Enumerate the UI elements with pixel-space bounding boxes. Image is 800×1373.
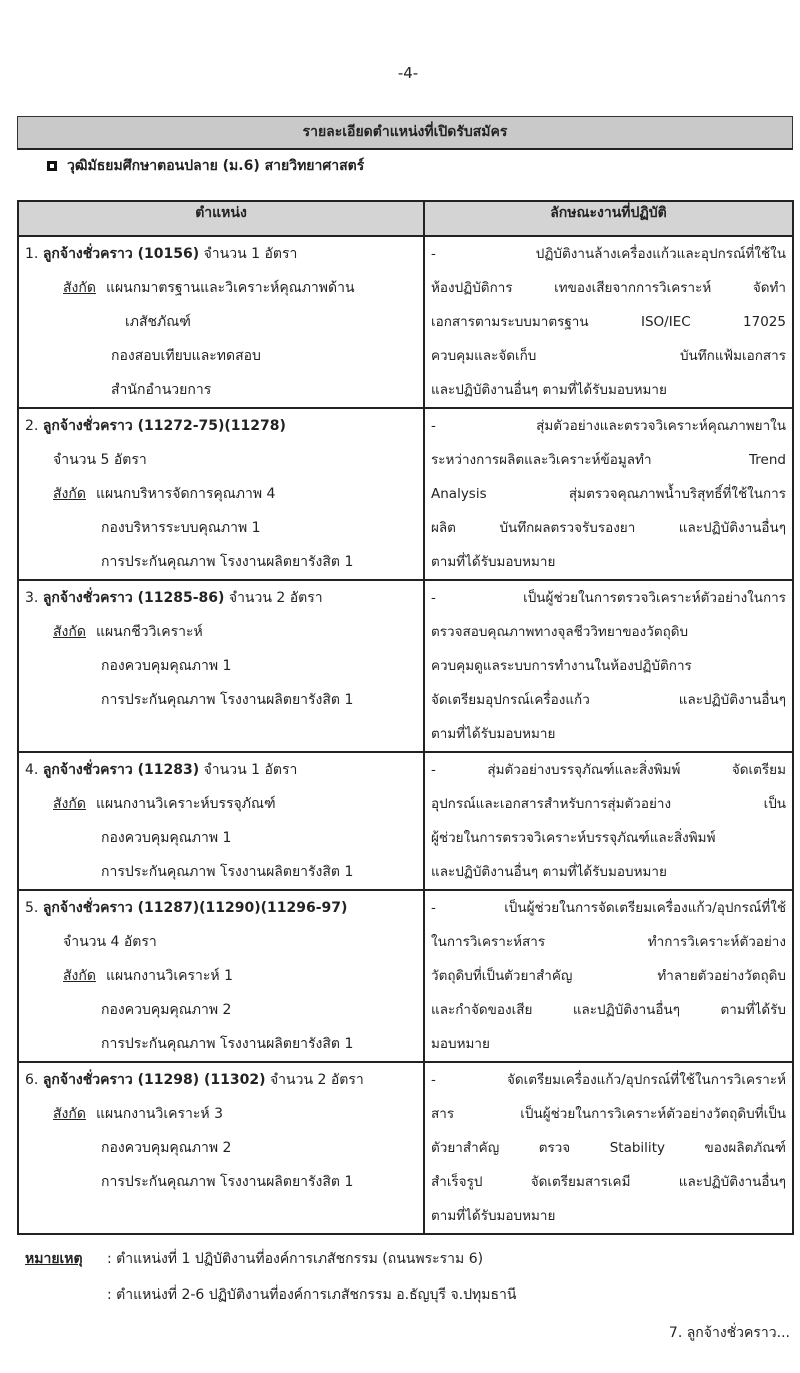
affiliation-line: กองควบคุมคุณภาพ 1 [101, 658, 232, 674]
table-row [18, 1062, 793, 1234]
position-title: ลูกจ้างชั่วคราว (11283) [42, 762, 200, 778]
duty-line: และปฏิบัติงานอื่นๆ ตามที่ได้รับมอบหมาย [431, 864, 667, 880]
affiliation-line: สำนักอำนวยการ [111, 382, 212, 398]
duty-line: ตามที่ได้รับมอบหมาย [431, 1208, 556, 1224]
affiliation-line: การประกันคุณภาพ โรงงานผลิตยารังสิต 1 [101, 692, 354, 708]
table-row [18, 752, 793, 890]
position-number: 4. [25, 762, 39, 778]
position-title: ลูกจ้างชั่วคราว (11285-86) [42, 590, 225, 606]
page-number: -4- [397, 64, 419, 82]
positions-table [17, 200, 794, 1235]
position-title: ลูกจ้างชั่วคราว (11298) (11302) [42, 1072, 266, 1088]
position-title-line [25, 1063, 417, 1097]
affiliation-line: กองควบคุมคุณภาพ 1 [101, 830, 232, 846]
position-cell [18, 1062, 424, 1234]
duty-line: ระหว่างการผลิตและวิเคราะห์ข้อมูลทำ Trend [431, 452, 786, 468]
affiliation-text: แผนกชีววิเคราะห์ [95, 624, 203, 640]
duties-cell [424, 580, 793, 752]
position-count-line: จำนวน 4 อัตรา [63, 934, 157, 950]
duty-line: - จัดเตรียมเครื่องแก้ว/อุปกรณ์ที่ใช้ในการวิเคราะห์ [431, 1072, 786, 1088]
table-row [18, 580, 793, 752]
position-count: จำนวน 2 อัตรา [265, 1072, 364, 1088]
duty-line: สาร เป็นผู้ช่วยในการวิเคราะห์ตัวอย่างวัตถุดิบที่เป็น [431, 1106, 786, 1122]
affiliation-line: กองบริหารระบบคุณภาพ 1 [101, 520, 261, 536]
position-count-line: จำนวน 5 อัตรา [53, 452, 147, 468]
affiliation-line: กองควบคุมคุณภาพ 2 [101, 1002, 232, 1018]
duties-cell [424, 890, 793, 1062]
affiliation-label: สังกัด [63, 968, 96, 984]
table-row [18, 890, 793, 1062]
duty-line: ควบคุมและจัดเก็บ บันทึกแฟ้มเอกสาร [431, 348, 786, 364]
duty-line: - สุ่มตัวอย่างและตรวจวิเคราะห์คุณภาพยาใน [431, 418, 786, 434]
position-title-line [25, 891, 417, 925]
affiliation-label: สังกัด [53, 1106, 86, 1122]
position-title-line [25, 753, 417, 787]
position-number: 5. [25, 900, 39, 916]
duties-cell [424, 752, 793, 890]
note-label: หมายเหตุ [25, 1251, 83, 1267]
duty-line: - เป็นผู้ช่วยในการจัดเตรียมเครื่องแก้ว/อุปกรณ์ที่ใช้ [431, 900, 786, 916]
duty-line: ผลิต บันทึกผลตรวจรับรองยา และปฏิบัติงานอื่นๆ [431, 520, 786, 536]
continued-text: 7. ลูกจ้างชั่วคราว... [668, 1325, 790, 1341]
duty-line: ตรวจสอบคุณภาพทางจุลชีววิทยาของวัตถุดิบ [431, 624, 689, 640]
position-cell [18, 408, 424, 580]
affiliation-text: แผนกงานวิเคราะห์บรรจุภัณฑ์ [95, 796, 276, 812]
affiliation-text: แผนกบริหารจัดการคุณภาพ 4 [95, 486, 276, 502]
affiliation-line [25, 477, 417, 511]
duty-line: และปฏิบัติงานอื่นๆ ตามที่ได้รับมอบหมาย [431, 382, 667, 398]
affiliation-line: เภสัชภัณฑ์ [125, 314, 191, 330]
affiliation-line: กองควบคุมคุณภาพ 2 [101, 1140, 232, 1156]
duty-line: - เป็นผู้ช่วยในการตรวจวิเคราะห์ตัวอย่างในการ [431, 590, 786, 606]
duty-line: - ปฏิบัติงานล้างเครื่องแก้วและอุปกรณ์ที่ใช้ใน [431, 246, 786, 262]
duty-line: เอกสารตามระบบมาตรฐาน ISO/IEC 17025 [431, 314, 786, 330]
position-title: ลูกจ้างชั่วคราว (11287)(11290)(11296-97) [42, 900, 348, 916]
duty-line: มอบหมาย [431, 1036, 490, 1052]
affiliation-line: การประกันคุณภาพ โรงงานผลิตยารังสิต 1 [101, 864, 354, 880]
duty-line: อุปกรณ์และเอกสารสำหรับการสุ่มตัวอย่าง เป็น [431, 796, 786, 812]
position-number: 2. [25, 418, 39, 434]
affiliation-line [25, 787, 417, 821]
affiliation-text: แผนกงานวิเคราะห์ 3 [95, 1106, 223, 1122]
affiliation-line [25, 615, 417, 649]
duty-line: สำเร็จรูป จัดเตรียมสารเคมี และปฏิบัติงานอื่นๆ [431, 1174, 786, 1190]
duty-line: ตามที่ได้รับมอบหมาย [431, 554, 556, 570]
position-count: จำนวน 1 อัตรา [199, 762, 298, 778]
duty-line: ควบคุมดูแลระบบการทำงานในห้องปฏิบัติการ [431, 658, 692, 674]
duty-line: ตัวยาสำคัญ ตรวจ Stability ของผลิตภัณฑ์ [431, 1140, 786, 1156]
affiliation-line: การประกันคุณภาพ โรงงานผลิตยารังสิต 1 [101, 1174, 354, 1190]
header-position: ตำแหน่ง [18, 201, 424, 236]
affiliation-line [25, 271, 417, 305]
position-cell [18, 236, 424, 408]
duty-line: ในการวิเคราะห์สาร ทำการวิเคราะห์ตัวอย่าง [431, 934, 786, 950]
duties-cell [424, 1062, 793, 1234]
affiliation-line: การประกันคุณภาพ โรงงานผลิตยารังสิต 1 [101, 554, 354, 570]
affiliation-line: กองสอบเทียบและทดสอบ [111, 348, 261, 364]
affiliation-line [25, 959, 417, 993]
position-title: ลูกจ้างชั่วคราว (10156) [42, 246, 200, 262]
position-count: จำนวน 1 อัตรา [199, 246, 298, 262]
duty-line: จัดเตรียมอุปกรณ์เครื่องแก้ว และปฏิบัติงานอื่นๆ [431, 692, 786, 708]
position-number: 1. [25, 246, 39, 262]
duty-line: - สุ่มตัวอย่างบรรจุภัณฑ์และสิ่งพิมพ์ จัดเตรียม [431, 762, 786, 778]
position-number: 6. [25, 1072, 39, 1088]
position-title-line [25, 409, 417, 443]
position-title-line [25, 237, 417, 271]
header-duties: ลักษณะงานที่ปฏิบัติ [424, 201, 793, 236]
section-banner: รายละเอียดตำแหน่งที่เปิดรับสมัคร [17, 116, 793, 150]
affiliation-text: แผนกงานวิเคราะห์ 1 [105, 968, 233, 984]
duties-cell [424, 236, 793, 408]
note-line [25, 1248, 483, 1270]
note-text: : ตำแหน่งที่ 2-6 ปฏิบัติงานที่องค์การเภสัชกรรม อ.ธัญบุรี จ.ปทุมธานี [107, 1287, 517, 1303]
position-cell [18, 580, 424, 752]
affiliation-label: สังกัด [53, 624, 86, 640]
position-count: จำนวน 2 อัตรา [224, 590, 323, 606]
position-title-line [25, 581, 417, 615]
affiliation-label: สังกัด [53, 796, 86, 812]
table-row [18, 236, 793, 408]
duty-line: ห้องปฏิบัติการ เทของเสียจากการวิเคราะห์ จัดทำ [431, 280, 786, 296]
affiliation-label: สังกัด [63, 280, 96, 296]
position-number: 3. [25, 590, 39, 606]
square-bullet-icon [47, 161, 57, 171]
duty-line: ตามที่ได้รับมอบหมาย [431, 726, 556, 742]
note-line [107, 1284, 516, 1306]
duties-cell [424, 408, 793, 580]
affiliation-line [25, 1097, 417, 1131]
duty-line: วัตถุดิบที่เป็นตัวยาสำคัญ ทำลายตัวอย่างวัตถุดิบ [431, 968, 786, 984]
position-cell [18, 752, 424, 890]
duty-line: Analysis สุ่มตรวจคุณภาพน้ำบริสุทธิ์ที่ใช้ในการ [431, 486, 786, 502]
affiliation-label: สังกัด [53, 486, 86, 502]
note-text: : ตำแหน่งที่ 1 ปฏิบัติงานที่องค์การเภสัชกรรม (ถนนพระราม 6) [107, 1251, 484, 1267]
table-row [18, 408, 793, 580]
qualification-text: วุฒิมัธยมศึกษาตอนปลาย (ม.6) สายวิทยาศาสตร์ [67, 158, 365, 174]
duty-line: และกำจัดของเสีย และปฏิบัติงานอื่นๆ ตามที่ได้รับ [431, 1002, 786, 1018]
duty-line: ผู้ช่วยในการตรวจวิเคราะห์บรรจุภัณฑ์และสิ่งพิมพ์ [431, 830, 716, 846]
affiliation-line: การประกันคุณภาพ โรงงานผลิตยารังสิต 1 [101, 1036, 354, 1052]
position-title: ลูกจ้างชั่วคราว (11272-75)(11278) [42, 418, 286, 434]
qualification-heading [47, 152, 364, 180]
affiliation-text: แผนกมาตรฐานและวิเคราะห์คุณภาพด้าน [105, 280, 355, 296]
position-cell [18, 890, 424, 1062]
